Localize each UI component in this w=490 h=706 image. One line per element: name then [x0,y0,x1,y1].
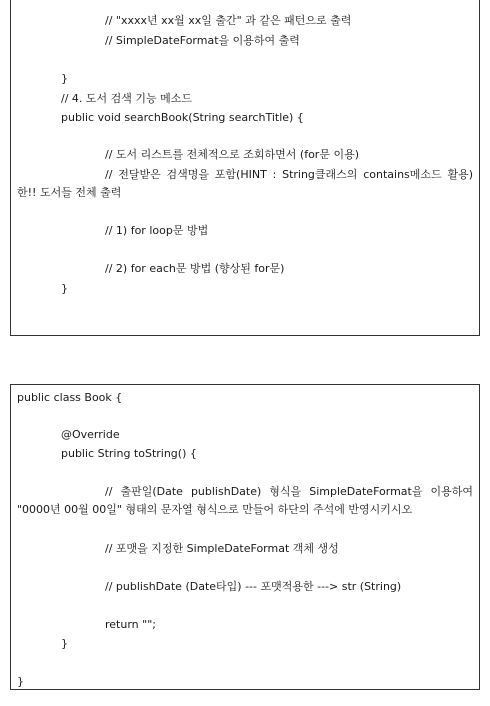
comment-line: // 4. 도서 검색 기능 메소드 [61,92,193,105]
comment-line: // 1) for loop문 방법 [105,224,209,237]
comment-wrapped-line: // 전달받은 검색명을 포함(HINT : String클래스의 contains메소드 활용)한!! 도서들 전체 출력 [17,168,473,199]
closing-brace: } [61,637,68,650]
comment-line: // 2) for each문 방법 (향상된 for문) [105,262,285,275]
closing-brace: } [17,675,24,688]
comment-line: // 도서 리스트를 전체적으로 조회하면서 (for문 이용) [105,148,359,161]
class-declaration: public class Book { [17,391,123,404]
comment-wrapped-line: // 출판일(Date publishDate) 형식을 SimpleDateFormat을 이용하여 "0000년 00월 00일" 형태의 문자열 형식으로 만들어 하단의 주석에 반영시키시오 [17,485,473,516]
annotation-line: @Override [61,428,120,441]
comment-line: // SimpleDateFormat을 이용하여 출력 [105,34,300,47]
comment-line: // 포맷을 지정한 SimpleDateFormat 객체 생성 [105,542,339,555]
closing-brace: } [61,282,68,295]
closing-brace: } [61,72,68,85]
method-signature: public String toString() { [61,447,197,460]
code-box-upper [10,0,480,336]
code-box-lower [10,384,480,690]
method-signature: public void searchBook(String searchTitle) { [61,111,304,124]
comment-line: // publishDate (Date타입) --- 포맷적용한 ---> str (String) [105,580,402,593]
comment-line: // "xxxx년 xx월 xx일 출간" 과 같은 패턴으로 출력 [105,14,352,27]
return-statement: return ""; [105,618,156,631]
